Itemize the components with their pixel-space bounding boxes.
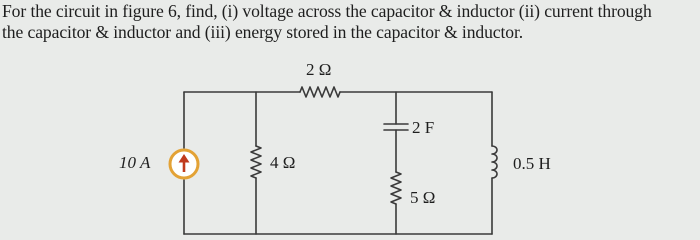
shunt-resistor-label: 4 Ω — [270, 153, 296, 172]
series-resistor-label: 5 Ω — [410, 188, 436, 207]
inductor-label: 0.5 H — [513, 154, 551, 173]
top-resistor-label: 2 Ω — [306, 60, 332, 79]
current-source — [170, 150, 198, 178]
question-line-2: the capacitor & inductor and (iii) energy stored in the capacitor & inductor. — [2, 22, 524, 42]
question-line-1: For the circuit in figure 6, find, (i) voltage across the capacitor & inductor (ii) current through — [2, 1, 652, 21]
source-label: 10 A — [119, 153, 151, 172]
resistor-5-ohm — [391, 172, 401, 204]
resistor-2-ohm — [300, 87, 340, 97]
inductor-coil — [492, 146, 497, 178]
resistor-4-ohm — [251, 146, 261, 178]
capacitor-label: 2 F — [412, 118, 435, 137]
